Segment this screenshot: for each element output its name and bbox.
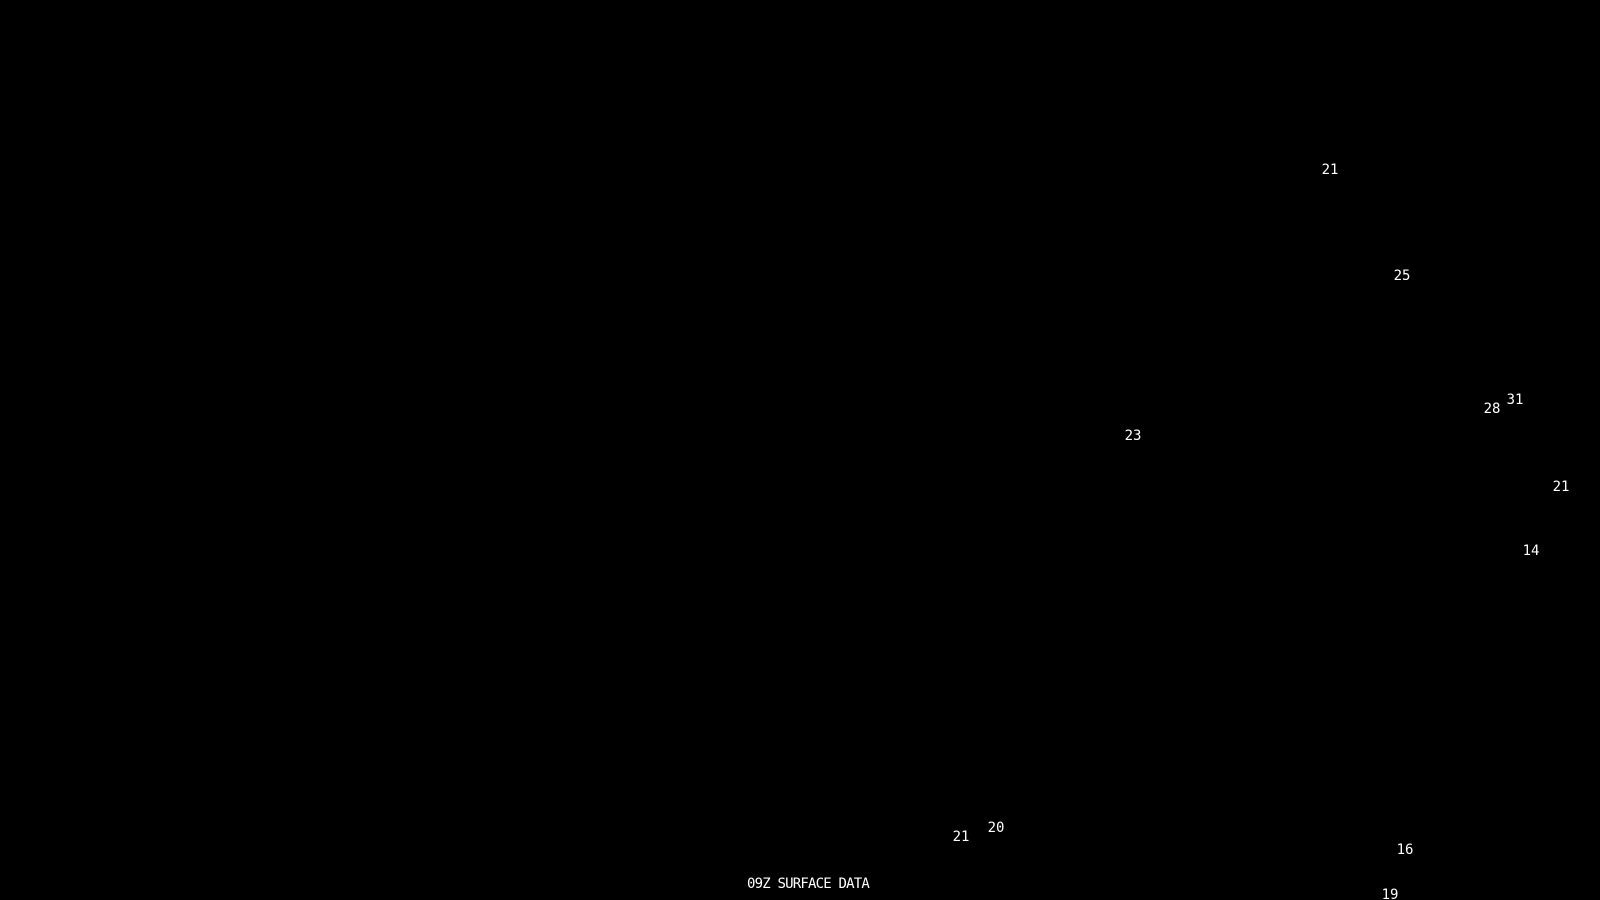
station-value: 19 xyxy=(1381,887,1399,900)
station-value: 21 xyxy=(1321,162,1339,178)
station-value: 23 xyxy=(1124,428,1142,444)
station-value: 21 xyxy=(1552,479,1570,495)
station-value: 16 xyxy=(1396,842,1414,858)
station-value: 14 xyxy=(1522,543,1540,559)
station-value: 28 xyxy=(1483,401,1501,417)
station-value: 31 xyxy=(1506,392,1524,408)
station-value: 25 xyxy=(1393,268,1411,284)
map-caption: 09Z SURFACE DATA xyxy=(747,876,870,892)
station-value: 20 xyxy=(987,820,1005,836)
station-value: 21 xyxy=(952,829,970,845)
